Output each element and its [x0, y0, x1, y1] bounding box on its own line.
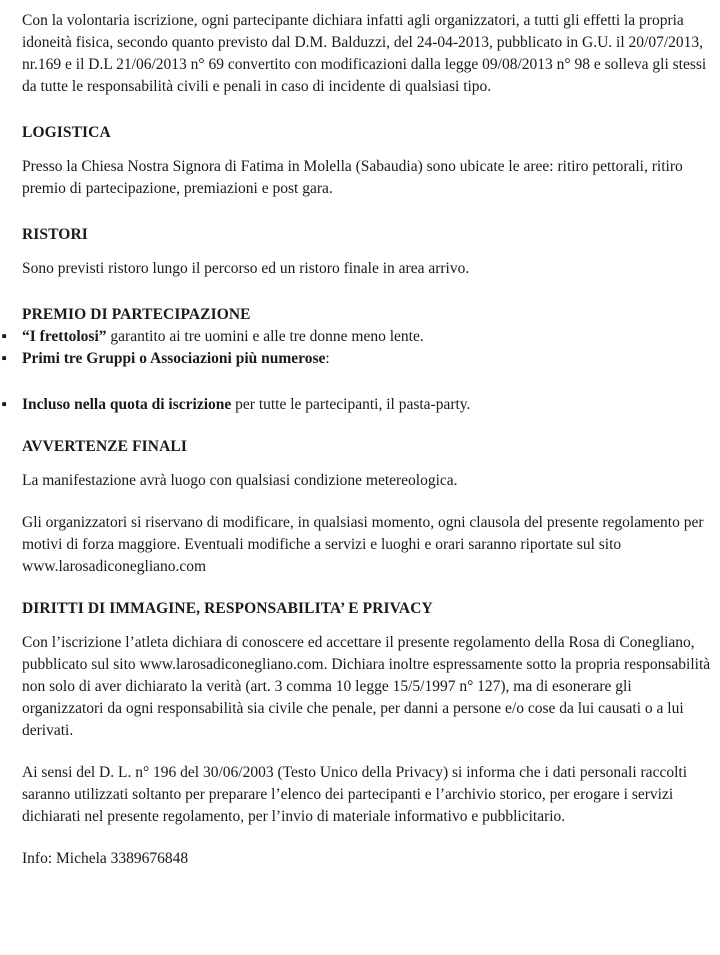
list-item — [1, 326, 712, 348]
diritti-paragraph-1: Con l’iscrizione l’atleta dichiara di conoscere ed accettare il presente regolamento della Rosa di Conegliano, pubblicato sul sito www.larosadiconegliano.com. Dichiara inoltre espressamente sotto la propria responsabilità non solo di aver dichiarato la verità (art. 3 comma 10 legge 15/5/1997 n° 127), ma di esonerare gli organizzatori da ogni responsabilità sia civile che penale, per danni a persone e/o cose da lui causati o a lui derivati. — [22, 634, 711, 739]
item-text: : — [325, 350, 330, 367]
ristori-heading: RISTORI — [22, 226, 88, 243]
logistica-paragraph: Presso la Chiesa Nostra Signora di Fatima in Molella (Sabaudia) sono ubicate le aree: ritiro pettorali, ritiro premio di partecipazione, premiazioni e post gara. — [22, 158, 683, 197]
item-text: garantito ai tre uomini e alle tre donne meno lente. — [106, 328, 424, 345]
item-bold-text: Primi tre Gruppi o Associazioni più numerose — [22, 350, 326, 367]
bullet-icon: ▪ — [1, 328, 7, 345]
logistica-heading: LOGISTICA — [22, 124, 111, 141]
privacy-paragraph: Ai sensi del D. L. n° 196 del 30/06/2003 (Testo Unico della Privacy) si informa che i dati personali raccolti saranno utilizzati soltanto per preparare l’elenco dei partecipanti e l’archivio storico, per erogare i servizi dichiarati nel presente regolamento, per l’invio di materiale informativo e pubblicitario. — [22, 764, 687, 825]
avvertenze-heading: AVVERTENZE FINALI — [22, 438, 187, 455]
ristori-paragraph: Sono previsti ristoro lungo il percorso ed un ristoro finale in area arrivo. — [22, 260, 470, 277]
info-contact: Info: Michela 3389676848 — [22, 850, 189, 867]
bullet-icon: ▪ — [1, 396, 7, 413]
bullet-icon: ▪ — [1, 350, 7, 367]
item-bold-text: Incluso nella quota di iscrizione — [22, 396, 232, 413]
avvertenze-paragraph-1: La manifestazione avrà luogo con qualsiasi condizione metereologica. — [22, 472, 458, 489]
item-bold-text: “I frettolosi” — [22, 328, 107, 345]
list-item — [1, 394, 712, 416]
avvertenze-paragraph-2: Gli organizzatori si riservano di modificare, in qualsiasi momento, ogni clausola del presente regolamento per motivi di forza maggiore. Eventuali modifiche a servizi e luoghi e orari saranno riportate sul sito www.larosadiconegliano.com — [22, 514, 704, 575]
diritti-heading: DIRITTI DI IMMAGINE, RESPONSABILITA’ E PRIVACY — [22, 600, 433, 617]
list-item — [1, 348, 712, 370]
document-page — [1, 8, 712, 870]
premio-list — [1, 326, 712, 416]
intro-paragraph: Con la volontaria iscrizione, ogni partecipante dichiara infatti agli organizzatori, a tutti gli effetti la propria idoneità fisica, secondo quanto previsto dal D.M. Balduzzi, del 24-04-2013, pubblicato in G.U. il 20/07/2013, nr.169 e il D.L 21/06/2013 n° 69 convertito con modificazioni dalla legge 09/08/2013 n° 98 e solleva gli stessi da tutte le responsabilità civili e penali in caso di incidente di qualsiasi tipo. — [22, 12, 707, 95]
item-text: per tutte le partecipanti, il pasta-party. — [231, 396, 471, 413]
premio-heading: PREMIO DI PARTECIPAZIONE — [22, 306, 251, 323]
